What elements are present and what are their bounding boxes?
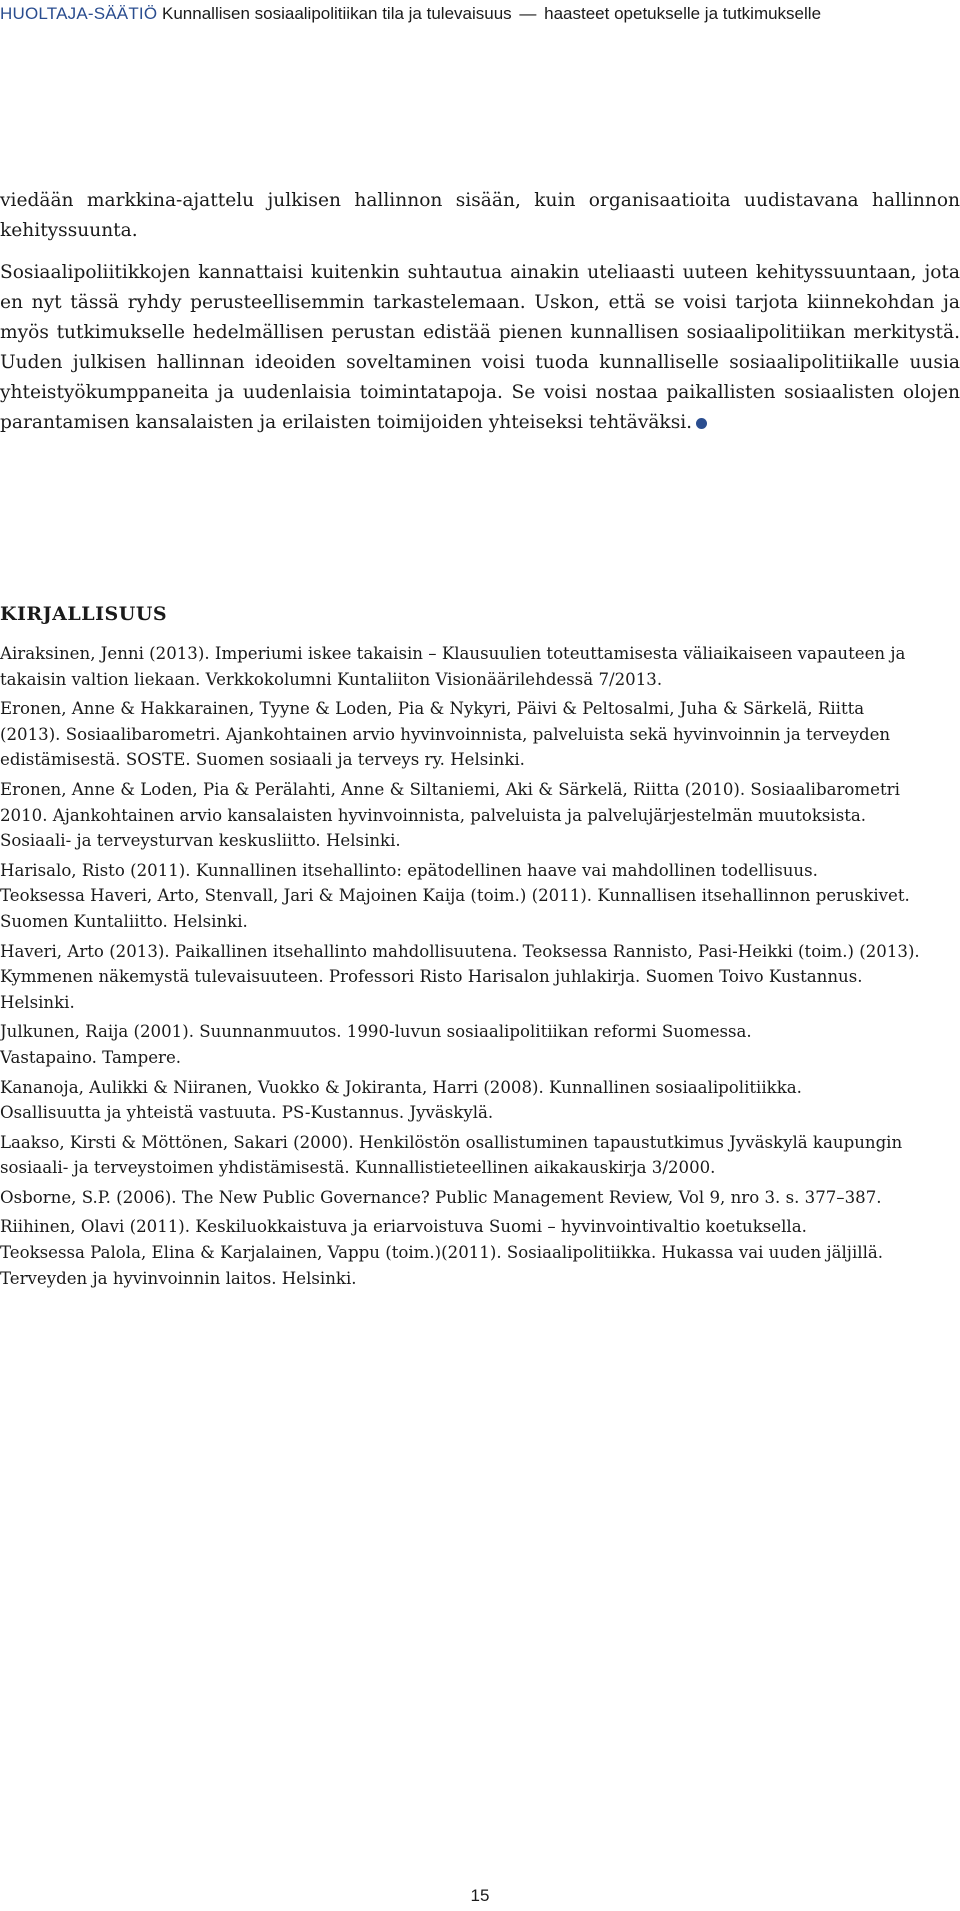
reference-line: sosiaali- ja terveystoimen yhdistämisestä. Kunnallistieteellinen aikakauskirja 3/2000.	[0, 1158, 716, 1178]
reference-line: Kananoja, Aulikki & Niiranen, Vuokko & Jokiranta, Harri (2008). Kunnallinen sosiaalipolitiikka.	[0, 1077, 802, 1097]
reference-item	[0, 1019, 960, 1070]
reference-item	[0, 939, 960, 1016]
reference-line: Harisalo, Risto (2011). Kunnallinen itsehallinto: epätodellinen haave vai mahdollinen todellisuus.	[0, 860, 818, 880]
reference-line: Sosiaali- ja terveysturvan keskusliitto. Helsinki.	[0, 831, 401, 851]
reference-item	[0, 696, 960, 773]
reference-line: Vastapaino. Tampere.	[0, 1047, 182, 1067]
reference-item	[0, 1075, 960, 1126]
paragraph-2-text: Sosiaalipoliitikkojen kannattaisi kuitenkin suhtautua ainakin uteliaasti uuteen kehityssuuntaan, jota en nyt tässä ryhdy perusteellisemmin tarkastelemaan. Uskon, että se voisi tarjota kiinnekohdan ja myös tutkimukselle hedelmällisen perustan edistää pienen kunnallisen sosiaalipolitiikan merkitystä. Uuden julkisen hallinnan ideoiden soveltaminen voisi tuoda kunnalliselle sosiaalipolitiikalle uusia yhteistyökumppaneita ja uudenlaisia toimintatapoja. Se voisi nostaa paikallisten sosiaalisten olojen parantamisen kansalaisten ja erilaisten toimijoiden yhteiseksi tehtäväksi.	[0, 262, 960, 433]
page-number: 15	[470, 1886, 490, 1905]
header-title: Kunnallisen sosiaalipolitiikan tila ja tulevaisuus	[162, 4, 512, 23]
header-separator: —	[519, 4, 537, 23]
reference-line: Julkunen, Raija (2001). Suunnanmuutos. 1990-luvun sosiaalipolitiikan reformi Suomessa.	[0, 1022, 752, 1042]
organization-name: HUOLTAJA-SÄÄTIÖ	[0, 4, 158, 23]
header-subtitle: haasteet opetukselle ja tutkimukselle	[544, 4, 822, 23]
reference-item	[0, 641, 960, 692]
reference-list	[0, 641, 960, 1295]
references-heading: KIRJALLISUUS	[0, 603, 168, 625]
reference-line: 2010. Ajankohtainen arvio kansalaisten hyvinvoinnista, palveluista ja palvelujärjestelmän muutoksista.	[0, 805, 867, 825]
reference-line: Laakso, Kirsti & Möttönen, Sakari (2000). Henkilöstön osallistuminen tapaustutkimus Jyväskylä kaupungin	[0, 1132, 903, 1152]
body-text	[0, 186, 960, 450]
reference-line: Helsinki.	[0, 992, 75, 1012]
paragraph-2	[0, 258, 960, 438]
reference-line: Airaksinen, Jenni (2013). Imperiumi iskee takaisin – Klausuulien toteuttamisesta väliaikaiseen vapauteen ja	[0, 644, 906, 663]
reference-line: takaisin valtion liekaan. Verkkokolumni Kuntaliiton Visionäärilehdessä 7/2013.	[0, 669, 663, 689]
reference-line: Suomen Kuntaliitto. Helsinki.	[0, 911, 248, 931]
reference-line: Eronen, Anne & Hakkarainen, Tyyne & Loden, Pia & Nykyri, Päivi & Peltosalmi, Juha & Särkelä, Riitta	[0, 699, 865, 719]
end-of-article-bullet-icon	[696, 418, 707, 429]
reference-item	[0, 777, 960, 854]
reference-item	[0, 1214, 960, 1291]
reference-line: Osallisuutta ja yhteistä vastuuta. PS-Kustannus. Jyväskylä.	[0, 1103, 494, 1123]
reference-line: Eronen, Anne & Loden, Pia & Perälahti, Anne & Siltaniemi, Aki & Särkelä, Riitta (2010). Sosiaalibarometri	[0, 779, 900, 799]
reference-line: Riihinen, Olavi (2011). Keskiluokkaistuva ja eriarvoistuva Suomi – hyvinvointivaltio koetuksella.	[0, 1217, 807, 1237]
reference-item	[0, 858, 960, 935]
reference-line: Teoksessa Haveri, Arto, Stenvall, Jari & Majoinen Kaija (toim.) (2011). Kunnallisen itsehallinnon peruskivet.	[0, 886, 910, 906]
running-header	[0, 4, 960, 24]
reference-item	[0, 1130, 960, 1181]
reference-line: Haveri, Arto (2013). Paikallinen itsehallinto mahdollisuutena. Teoksessa Rannisto, Pasi-Heikki (toim.) (2013).	[0, 941, 920, 961]
reference-line: Terveyden ja hyvinvoinnin laitos. Helsinki.	[0, 1268, 357, 1288]
reference-line: edistämisestä. SOSTE. Suomen sosiaali ja terveys ry. Helsinki.	[0, 750, 525, 770]
reference-item	[0, 1185, 960, 1211]
reference-line: Osborne, S.P. (2006). The New Public Governance? Public Management Review, Vol 9, nro 3. s. 377–387.	[0, 1187, 882, 1207]
reference-line: Kymmenen näkemystä tulevaisuuteen. Professori Risto Harisalon juhlakirja. Suomen Toivo Kustannus.	[0, 967, 863, 987]
reference-line: Teoksessa Palola, Elina & Karjalainen, Vappu (toim.)(2011). Sosiaalipolitiikka. Hukassa vai uuden jäljillä.	[0, 1243, 884, 1263]
reference-line: (2013). Sosiaalibarometri. Ajankohtainen arvio hyvinvoinnista, palveluista sekä hyvinvoinnin ja terveyden	[0, 724, 891, 744]
paragraph-1: viedään markkina-ajattelu julkisen hallinnon sisään, kuin organisaatioita uudistavana hallinnon kehityssuunta.	[0, 190, 960, 241]
